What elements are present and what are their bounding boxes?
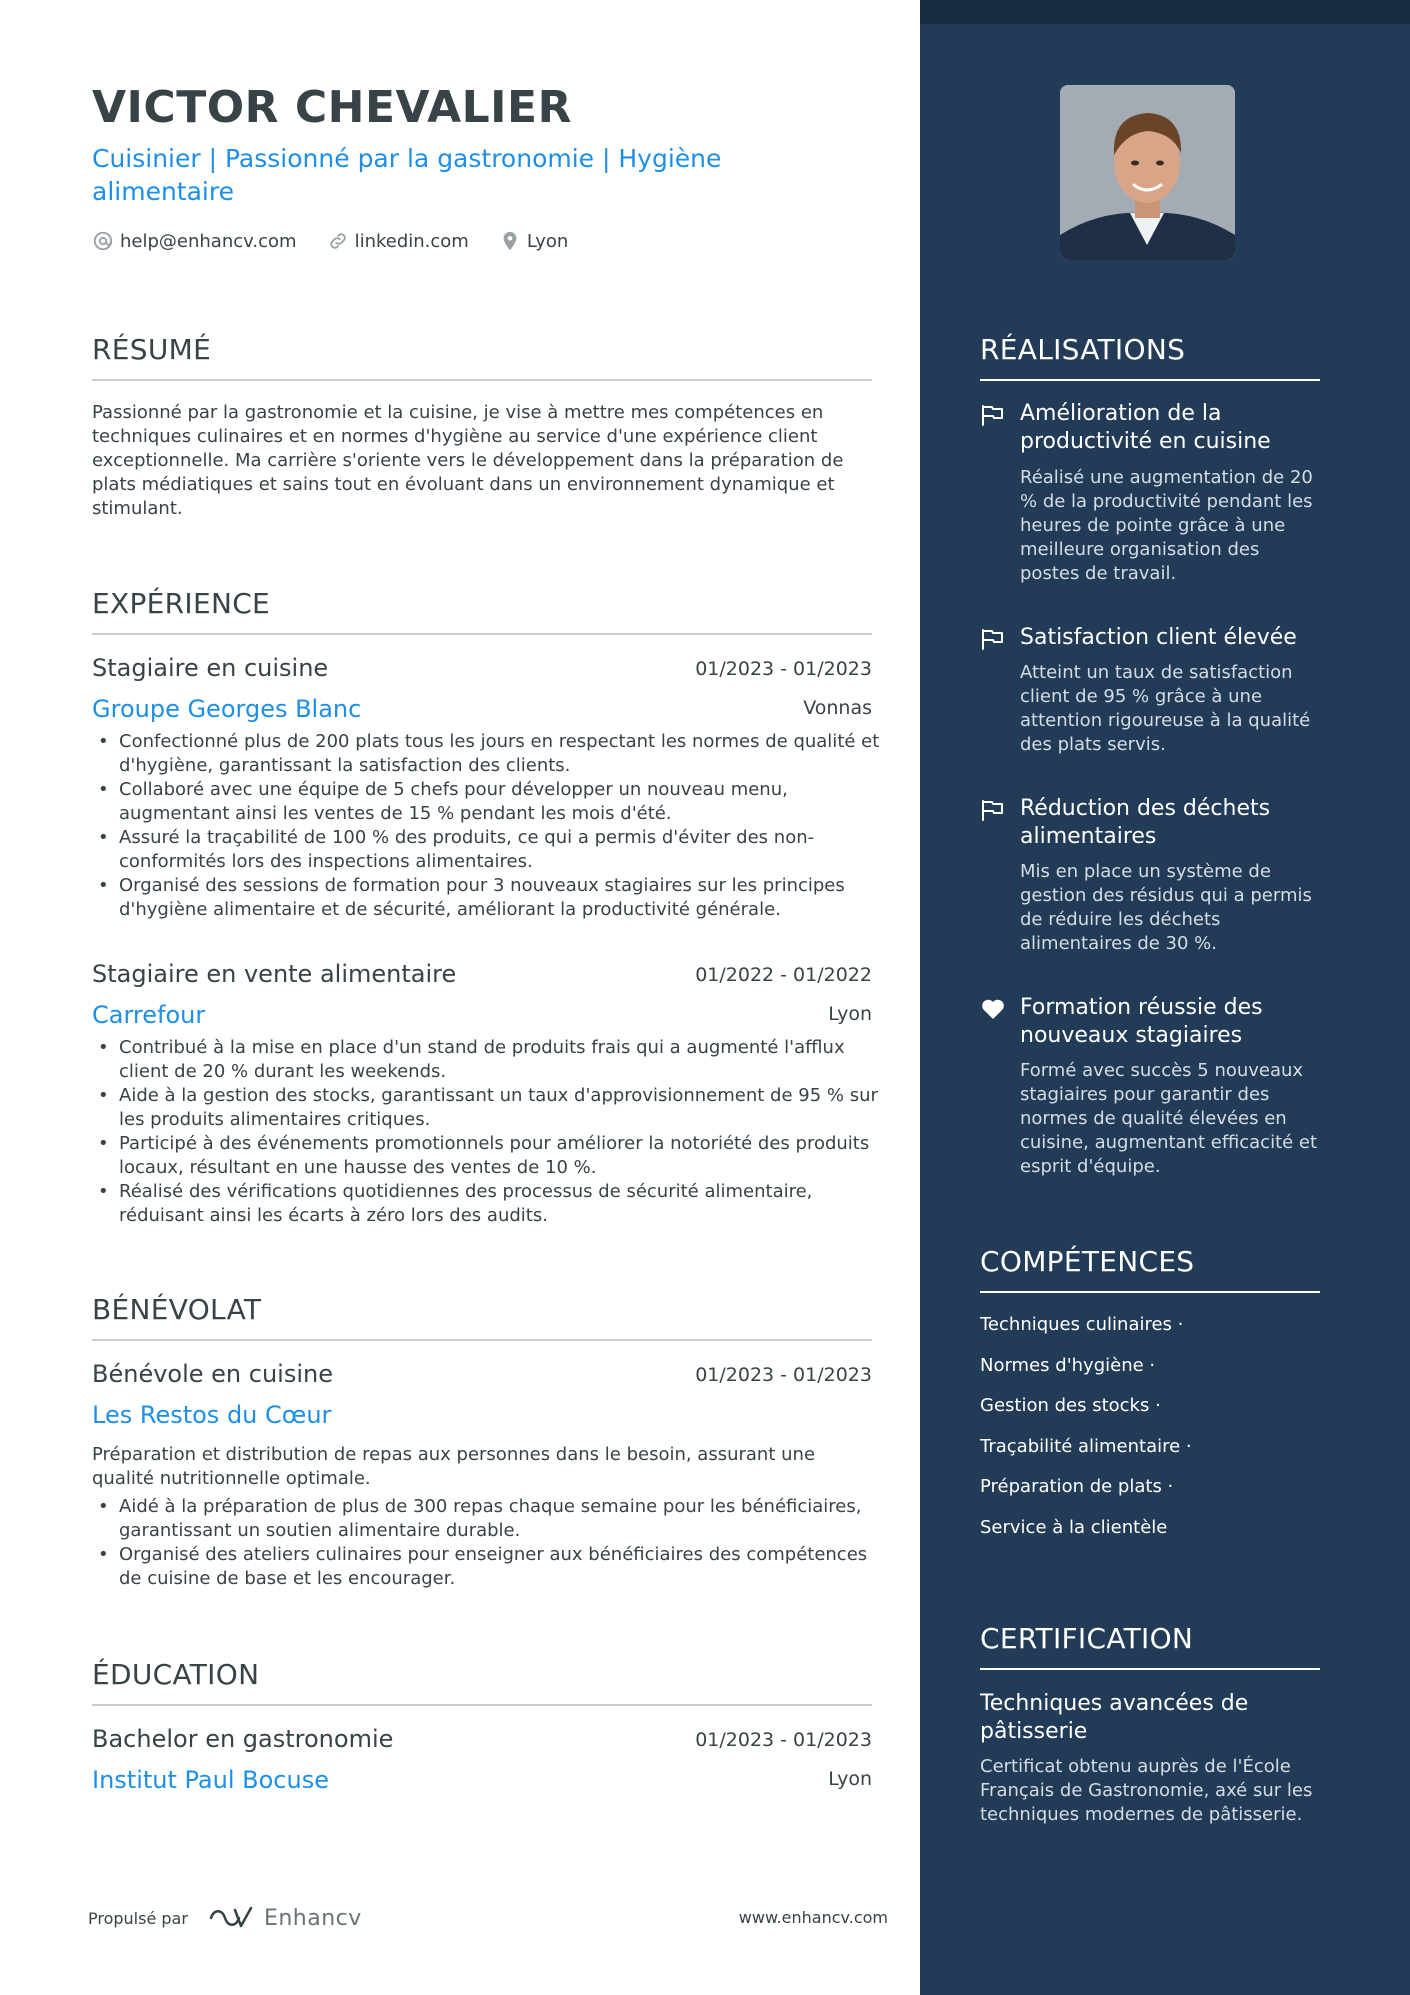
skill-item: Traçabilité alimentaire · <box>980 1436 1192 1457</box>
flag-icon <box>980 799 1006 821</box>
section-title-volunteer: BÉNÉVOLAT <box>92 1293 262 1326</box>
flag-icon <box>980 628 1006 650</box>
heart-icon <box>980 998 1006 1020</box>
section-title-education: ÉDUCATION <box>92 1658 260 1691</box>
certification-name: Techniques avancées de pâtisserie <box>980 1691 1249 1744</box>
achievement-title: Satisfaction client élevée <box>1020 625 1297 650</box>
achievement-title: Réduction des déchets alimentaires <box>1020 796 1271 849</box>
location-pin-icon <box>499 230 521 252</box>
flag-icon <box>980 404 1006 426</box>
list-item: • Réalisé des vérifications quotidiennes des processus de sécurité alimentaire, réduisant ainsi les écarts à zéro lors des audits. <box>92 1180 882 1228</box>
list-item: • Contribué à la mise en place d'un stand de produits frais qui a augmenté l'afflux client de 20 % durant les weekends. <box>92 1036 882 1084</box>
job-dates: 01/2022 - 01/2022 <box>695 964 872 986</box>
volunteer-description: Préparation et distribution de repas aux personnes dans le besoin, assurant une qualité nutritionnelle optimale. <box>92 1444 816 1489</box>
achievement-desc: Formé avec succès 5 nouveaux stagiaires pour garantir des normes de qualité élevées en cuisine, augmentant efficacité et esprit d'équipe. <box>1020 1060 1318 1177</box>
job-company[interactable]: Groupe Georges Blanc <box>92 695 362 723</box>
contact-row <box>92 230 598 252</box>
job-role: Stagiaire en vente alimentaire <box>92 960 457 988</box>
enhancv-logo-icon <box>208 1905 258 1931</box>
list-item: • Collaboré avec une équipe de 5 chefs pour développer un nouveau menu, augmentant ainsi les ventes de 15 % pendant les mois d'été. <box>92 778 882 826</box>
powered-by-label: Propulsé par <box>88 1908 188 1928</box>
job-role: Stagiaire en cuisine <box>92 654 329 682</box>
education-school[interactable]: Institut Paul Bocuse <box>92 1766 329 1794</box>
section-title-skills: COMPÉTENCES <box>980 1245 1195 1278</box>
volunteer-dates: 01/2023 - 01/2023 <box>695 1364 872 1386</box>
section-divider <box>92 1704 872 1706</box>
volunteer-org[interactable]: Les Restos du Cœur <box>92 1401 332 1429</box>
list-item: • Assuré la traçabilité de 100 % des produits, ce qui a permis d'éviter des non-conformités lors des inspections alimentaires. <box>92 826 882 874</box>
list-item: • Organisé des sessions de formation pour 3 nouveaux stagiaires sur les principes d'hygiène alimentaire et de sécurité, améliorant la productivité générale. <box>92 874 882 922</box>
skill-item: Normes d'hygiène · <box>980 1355 1156 1376</box>
education-dates: 01/2023 - 01/2023 <box>695 1729 872 1751</box>
job-bullets <box>92 730 882 922</box>
volunteer-role: Bénévole en cuisine <box>92 1360 333 1388</box>
list-item: • Aide à la gestion des stocks, garantissant un taux d'approvisionnement de 95 % sur les produits alimentaires critiques. <box>92 1084 882 1132</box>
contact-linkedin[interactable] <box>327 230 469 252</box>
list-item: • Organisé des ateliers culinaires pour enseigner aux bénéficiaires des compétences de cuisine de base et les encourager. <box>92 1543 882 1591</box>
job-bullets <box>92 1036 882 1228</box>
achievement-desc: Atteint un taux de satisfaction client de 95 % grâce à une attention rigoureuse à la qualité des plats servis. <box>1020 662 1311 755</box>
summary-text: Passionné par la gastronomie et la cuisine, je vise à mettre mes compétences en techniques culinaires et en normes d'hygiène au service d'une expérience client exceptionnelle. Ma carrière s'oriente vers le développement dans la préparation de plats médiatiques et sains tout en évoluant dans un environnement dynamique et stimulant. <box>92 402 844 519</box>
education-location: Lyon <box>828 1768 872 1790</box>
achievement-desc: Réalisé une augmentation de 20 % de la productivité pendant les heures de pointe grâce à une meilleure organisation des postes de travail. <box>1020 467 1313 584</box>
education-degree: Bachelor en gastronomie <box>92 1725 394 1753</box>
section-divider <box>92 1339 872 1341</box>
link-icon <box>327 230 349 252</box>
skill-item: Techniques culinaires · <box>980 1314 1184 1335</box>
skill-item: Préparation de plats · <box>980 1476 1174 1497</box>
list-item: • Aidé à la préparation de plus de 300 repas chaque semaine pour les bénéficiaires, garantissant un soutien alimentaire durable. <box>92 1495 882 1543</box>
contact-email[interactable] <box>92 230 297 252</box>
volunteer-bullets <box>92 1495 882 1591</box>
achievement-title: Formation réussie des nouveaux stagiaires <box>1020 995 1263 1048</box>
achievement-desc: Mis en place un système de gestion des résidus qui a permis de réduire les déchets alimentaires de 30 %. <box>1020 861 1312 954</box>
list-item: • Confectionné plus de 200 plats tous les jours en respectant les normes de qualité et d'hygiène, garantissant la satisfaction des clients. <box>92 730 882 778</box>
profile-photo <box>1060 85 1235 260</box>
section-title-certification: CERTIFICATION <box>980 1622 1194 1655</box>
section-divider <box>92 379 872 381</box>
sidebar <box>920 0 1410 1995</box>
section-divider <box>980 379 1320 381</box>
contact-linkedin-text: linkedin.com <box>354 230 469 252</box>
section-title-experience: EXPÉRIENCE <box>92 587 271 620</box>
footer-branding <box>88 1905 362 1931</box>
section-title-achievements: RÉALISATIONS <box>980 333 1186 366</box>
job-company[interactable]: Carrefour <box>92 1001 206 1029</box>
achievement-title: Amélioration de la productivité en cuisine <box>1020 401 1271 454</box>
section-title-summary: RÉSUMÉ <box>92 333 212 366</box>
sidebar-top-bar <box>920 0 1410 24</box>
contact-location <box>499 230 568 252</box>
section-divider <box>92 633 872 635</box>
at-icon <box>92 230 114 252</box>
job-location: Vonnas <box>803 697 872 719</box>
enhancv-brand[interactable]: Enhancv <box>263 1905 362 1931</box>
skill-item: Gestion des stocks · <box>980 1395 1161 1416</box>
job-dates: 01/2023 - 01/2023 <box>695 658 872 680</box>
candidate-tagline: Cuisinier | Passionné par la gastronomie | Hygiène alimentaire <box>92 144 722 206</box>
contact-location-text: Lyon <box>526 230 569 252</box>
candidate-name: VICTOR CHEVALIER <box>92 82 572 133</box>
section-divider <box>980 1291 1320 1293</box>
footer-url[interactable]: www.enhancv.com <box>738 1908 888 1927</box>
list-item: • Participé à des événements promotionnels pour améliorer la notoriété des produits locaux, résultant en une hausse des ventes de 10 %. <box>92 1132 882 1180</box>
skill-item: Service à la clientèle <box>980 1517 1168 1538</box>
section-divider <box>980 1668 1320 1670</box>
job-location: Lyon <box>828 1003 872 1025</box>
contact-email-text: help@enhancv.com <box>120 230 297 252</box>
certification-desc: Certificat obtenu auprès de l'École Français de Gastronomie, axé sur les techniques modernes de pâtisserie. <box>980 1756 1313 1825</box>
